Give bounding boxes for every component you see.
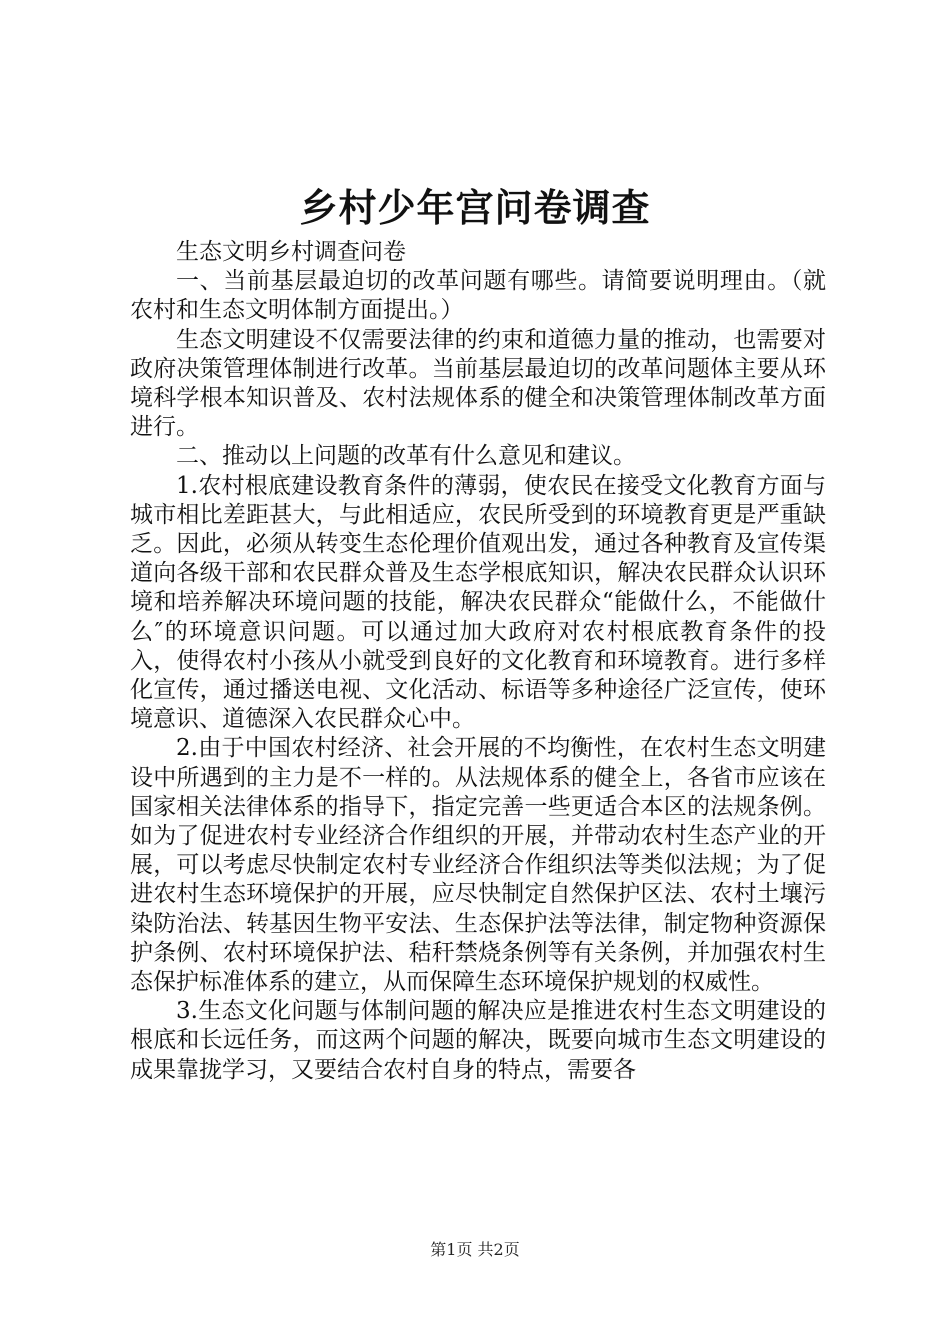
page-number-footer: 第1页 共2页 [430, 1240, 520, 1259]
question-one: 一、当前基层最迫切的改革问题有哪些。请简要说明理由。（就农村和生态文明体制方面提出。） [130, 268, 826, 324]
document-title: 乡村少年宫问卷调查 [299, 185, 651, 230]
question-two: 二、推动以上问题的改革有什么意见和建议。 [176, 443, 636, 470]
suggestion-two-paragraph: 2.由于中国农村经济、社会开展的不均衡性，在农村生态文明建设中所遇到的主力是不一样的。从法规体系的健全上，各省市应该在国家相关法律体系的指导下，指定完善一些更适合本区的法规条例。如为了促进农村专业经济合作组织的开展，并带动农村生态产业的开展，可以考虑尽快制定农村专业经济合作组织法等类似法规；为了促进农村生态环境保护的开展，应尽快制定自然保护区法、农村土壤污染防治法、转基因生物平安法、生态保护法等法律，制定物种资源保护条例、农村环境保护法、秸秆禁烧条例等有关条例，并加强农村生态保护标准体系的建立，从而保障生态环境保护规划的权威性。 [130, 735, 826, 996]
suggestion-three-paragraph: 3.生态文化问题与体制问题的解决应是推进农村生态文明建设的根底和长远任务，而这两个问题的解决，既要向城市生态文明建设的成果靠拢学习，又要结合农村自身的特点，需要各 [130, 998, 826, 1083]
document-body [130, 238, 826, 1085]
answer-one-paragraph: 生态文明建设不仅需要法律的约束和道德力量的推动，也需要对政府决策管理体制进行改革。当前基层最迫切的改革问题体主要从环境科学根本知识普及、农村法规体系的健全和决策管理体制改革方面进行。 [130, 326, 826, 441]
survey-subtitle: 生态文明乡村调查问卷 [176, 239, 406, 265]
suggestion-one-paragraph: 1.农村根底建设教育条件的薄弱，使农民在接受文化教育方面与城市相比差距甚大，与此相适应，农民所受到的环境教育更是严重缺乏。因此，必须从转变生态伦理价值观出发，通过各种教育及宣传渠道向各级干部和农民群众普及生态学根底知识，解决农民群众认识环境和培养解决环境问题的技能，解决农民群众“能做什么，不能做什么″的环境意识问题。可以通过加大政府对农村根底教育条件的投入，使得农村小孩从小就受到良好的文化教育和环境教育。进行多样化宣传，通过播送电视、文化活动、标语等多种途径广泛宣传，使环境意识、道德深入农民群众心中。 [130, 472, 826, 733]
